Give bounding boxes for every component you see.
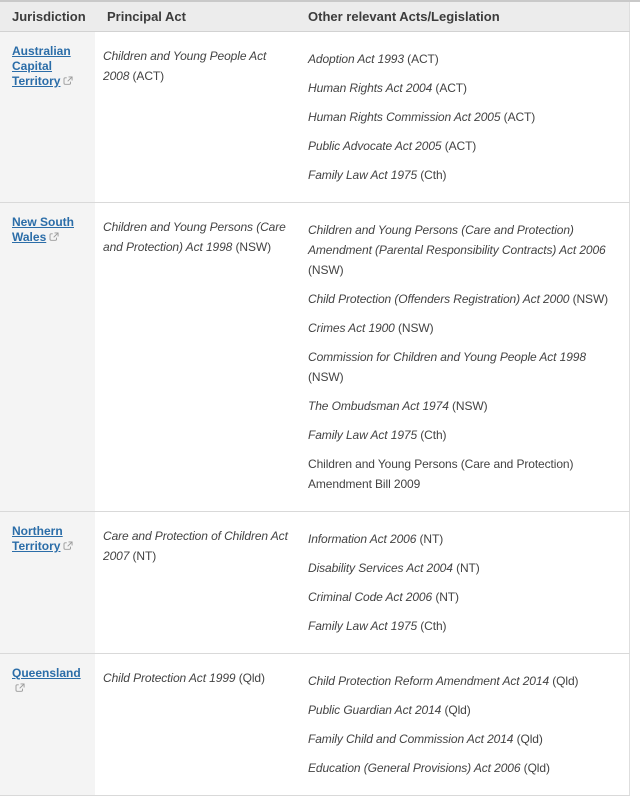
jurisdiction-cell <box>0 203 95 512</box>
principal-act-text: Children and Young Persons (Care and Protection) Act 1998 (NSW) <box>103 220 286 254</box>
jurisdiction-link[interactable] <box>12 215 74 244</box>
other-acts-cell <box>298 32 629 203</box>
table-row <box>0 512 629 654</box>
jurisdiction-link-label: Queensland <box>12 666 81 680</box>
act-item: Family Law Act 1975 (Cth) <box>308 619 447 633</box>
col-header-principal-act: Principal Act <box>95 2 298 32</box>
act-item: Public Advocate Act 2005 (ACT) <box>308 139 477 153</box>
act-item: The Ombudsman Act 1974 (NSW) <box>308 399 488 413</box>
act-item: Criminal Code Act 2006 (NT) <box>308 590 459 604</box>
table-row <box>0 654 629 796</box>
act-item: Human Rights Act 2004 (ACT) <box>308 81 467 95</box>
other-acts-cell <box>298 203 629 512</box>
act-item: Child Protection Reform Amendment Act 2014 (Qld) <box>308 674 579 688</box>
act-item: Education (General Provisions) Act 2006 (Qld) <box>308 761 550 775</box>
act-item: Children and Young Persons (Care and Protection) Amendment (Parental Responsibility Contracts) Act 2006 (NSW) <box>308 223 606 277</box>
act-item: Adoption Act 1993 (ACT) <box>308 52 439 66</box>
principal-act-cell <box>95 203 298 512</box>
col-header-jurisdiction: Jurisdiction <box>0 2 95 32</box>
principal-act-text: Children and Young People Act 2008 (ACT) <box>103 49 267 83</box>
act-item: Commission for Children and Young People Act 1998 (NSW) <box>308 350 586 384</box>
act-item: Human Rights Commission Act 2005 (ACT) <box>308 110 536 124</box>
header-row <box>0 2 629 32</box>
act-item: Information Act 2006 (NT) <box>308 532 444 546</box>
act-item: Crimes Act 1900 (NSW) <box>308 321 434 335</box>
act-item: Public Guardian Act 2014 (Qld) <box>308 703 471 717</box>
principal-act-cell <box>95 32 298 203</box>
act-item: Family Law Act 1975 (Cth) <box>308 428 447 442</box>
act-item: Children and Young Persons (Care and Protection) Amendment Bill 2009 <box>308 457 574 491</box>
external-link-icon <box>15 682 25 697</box>
principal-act-cell <box>95 512 298 654</box>
act-item: Family Child and Commission Act 2014 (Qld) <box>308 732 543 746</box>
external-link-icon <box>63 540 73 555</box>
external-link-icon <box>49 231 59 246</box>
col-header-other-acts: Other relevant Acts/Legislation <box>298 2 629 32</box>
principal-act-text: Child Protection Act 1999 (Qld) <box>103 671 265 685</box>
jurisdiction-link-label: Northern Territory <box>12 524 63 553</box>
act-item: Disability Services Act 2004 (NT) <box>308 561 480 575</box>
jurisdiction-link[interactable] <box>12 524 73 553</box>
jurisdiction-link[interactable] <box>12 666 81 695</box>
jurisdiction-link-label: New South Wales <box>12 215 74 244</box>
table-row <box>0 32 629 203</box>
table-row <box>0 203 629 512</box>
jurisdiction-cell <box>0 654 95 796</box>
jurisdiction-link-label: Australian Capital Territory <box>12 44 71 88</box>
act-item: Family Law Act 1975 (Cth) <box>308 168 447 182</box>
jurisdiction-cell <box>0 512 95 654</box>
other-acts-cell <box>298 654 629 796</box>
principal-act-cell <box>95 654 298 796</box>
act-item: Child Protection (Offenders Registration) Act 2000 (NSW) <box>308 292 609 306</box>
principal-act-text: Care and Protection of Children Act 2007 (NT) <box>103 529 288 563</box>
jurisdiction-cell <box>0 32 95 203</box>
other-acts-cell <box>298 512 629 654</box>
jurisdiction-link[interactable] <box>12 44 73 88</box>
legislation-table <box>0 2 630 796</box>
external-link-icon <box>63 75 73 90</box>
